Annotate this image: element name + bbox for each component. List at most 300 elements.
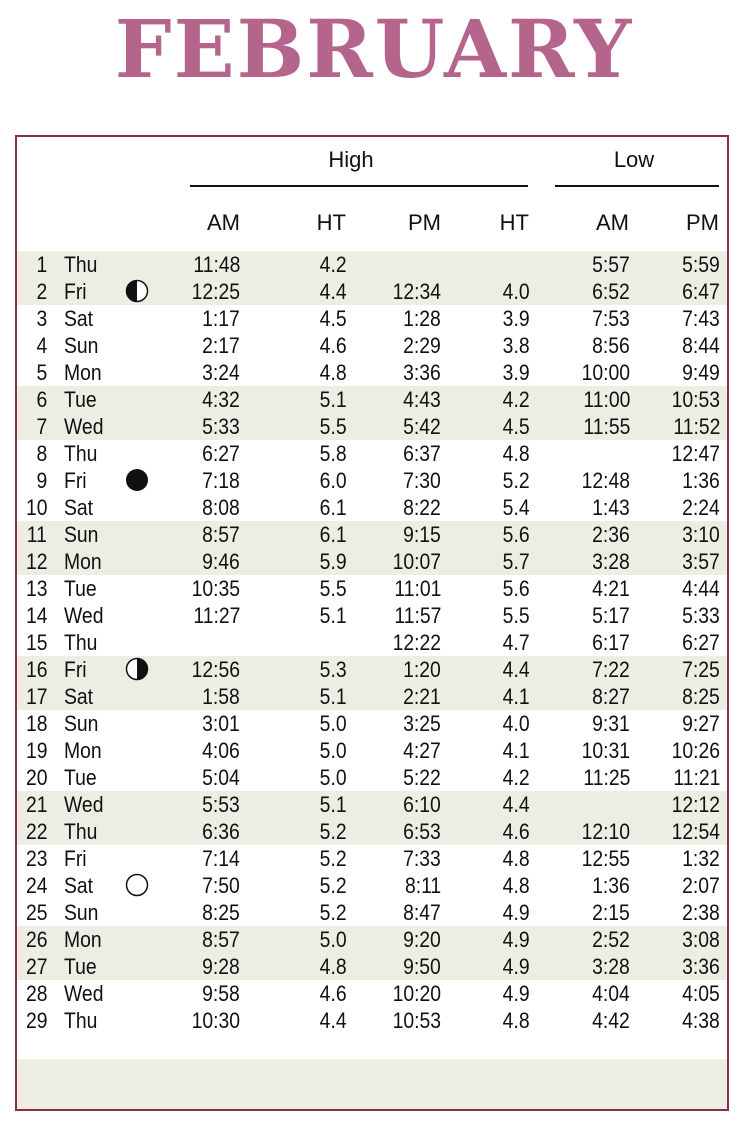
high-am-time	[150, 818, 240, 845]
day-number	[17, 737, 47, 764]
high-pm-time	[351, 440, 441, 467]
table-row	[17, 629, 727, 656]
high-pm-height-text: 5.6	[503, 576, 530, 601]
high-am-time-text: 10:35	[191, 576, 240, 601]
low-am-time	[540, 656, 630, 683]
day-number-text: 5	[36, 360, 47, 385]
day-number	[17, 980, 47, 1007]
day-number-text: 14	[25, 603, 47, 628]
day-number	[17, 629, 47, 656]
high-pm-height	[440, 575, 530, 602]
high-pm-height-text: 3.9	[503, 306, 530, 331]
high-am-height-text: 4.8	[320, 954, 347, 979]
table-row	[17, 413, 727, 440]
day-number	[17, 548, 47, 575]
low-pm-time-text: 4:38	[682, 1008, 720, 1033]
day-of-week-text: Fri	[64, 657, 87, 682]
low-am-time-text: 2:15	[592, 900, 630, 925]
day-number-text: 9	[36, 468, 47, 493]
low-pm-time-text: 2:38	[682, 900, 720, 925]
low-pm-time-text: 1:32	[682, 846, 720, 871]
high-am-time	[150, 872, 240, 899]
table-row	[17, 656, 727, 683]
day-of-week-text: Wed	[64, 414, 104, 439]
high-pm-height	[440, 953, 530, 980]
high-am-time-text: 8:57	[202, 522, 240, 547]
high-am-time	[150, 413, 240, 440]
day-number-text: 15	[25, 630, 47, 655]
day-number	[17, 413, 47, 440]
high-am-height	[257, 413, 347, 440]
day-of-week-text: Wed	[64, 981, 104, 1006]
high-pm-time	[351, 791, 441, 818]
low-pm-time	[630, 440, 720, 467]
high-pm-height	[440, 548, 530, 575]
high-pm-time-text: 8:47	[403, 900, 441, 925]
col-header-high-pm-ht: HT	[499, 210, 529, 235]
high-pm-time-text: 1:28	[403, 306, 441, 331]
table-row	[17, 494, 727, 521]
high-pm-time	[351, 359, 441, 386]
high-pm-time-text: 7:30	[403, 468, 441, 493]
high-pm-time	[351, 818, 441, 845]
col-header-high-ht: HT	[316, 210, 346, 235]
high-pm-time-text: 4:43	[403, 387, 441, 412]
day-of-week	[64, 845, 90, 872]
high-am-height-text: 5.3	[320, 657, 347, 682]
high-am-time	[150, 386, 240, 413]
high-pm-height-text: 3.9	[503, 360, 530, 385]
low-pm-time	[630, 1007, 720, 1034]
low-pm-time	[630, 926, 720, 953]
high-am-height	[257, 926, 347, 953]
high-pm-time-text: 6:53	[403, 819, 441, 844]
high-pm-time	[351, 1007, 441, 1034]
high-pm-height-text: 4.9	[503, 900, 530, 925]
low-pm-time	[630, 764, 720, 791]
high-am-height	[257, 764, 347, 791]
high-am-time	[150, 926, 240, 953]
high-am-time	[150, 440, 240, 467]
high-pm-time-text: 7:33	[403, 846, 441, 871]
low-pm-time-text: 6:47	[682, 279, 720, 304]
high-am-time	[150, 602, 240, 629]
low-pm-time-text: 10:53	[671, 387, 720, 412]
low-am-time-text: 7:22	[592, 657, 630, 682]
high-am-time-text: 6:36	[202, 819, 240, 844]
low-pm-time	[630, 899, 720, 926]
low-am-time-text: 6:17	[592, 630, 630, 655]
day-of-week-text: Wed	[64, 792, 104, 817]
low-pm-time	[630, 953, 720, 980]
low-am-time	[540, 440, 630, 467]
day-of-week	[64, 737, 107, 764]
low-pm-time-text: 4:05	[682, 981, 720, 1006]
day-of-week-text: Sun	[64, 522, 99, 547]
high-pm-height	[440, 629, 530, 656]
low-am-time-text: 6:52	[592, 279, 630, 304]
high-pm-time-text: 1:20	[403, 657, 441, 682]
table-row	[17, 602, 727, 629]
high-am-time	[150, 899, 240, 926]
day-number	[17, 899, 47, 926]
high-am-height-text: 4.5	[320, 306, 347, 331]
high-am-height	[257, 683, 347, 710]
high-am-time	[150, 764, 240, 791]
high-pm-time-text: 5:42	[403, 414, 441, 439]
table-row	[17, 332, 727, 359]
day-number	[17, 818, 47, 845]
table-row	[17, 818, 727, 845]
low-pm-time-text: 7:25	[682, 657, 720, 682]
high-pm-height-text: 4.9	[503, 954, 530, 979]
high-pm-height-text: 4.0	[503, 711, 530, 736]
high-pm-height	[440, 926, 530, 953]
day-number	[17, 575, 47, 602]
day-number-text: 6	[36, 387, 47, 412]
day-of-week-text: Thu	[64, 630, 98, 655]
high-am-height	[257, 872, 347, 899]
high-pm-height-text: 4.8	[503, 1008, 530, 1033]
high-pm-time	[351, 602, 441, 629]
high-pm-time	[351, 710, 441, 737]
high-am-height	[257, 629, 347, 656]
table-row	[17, 467, 727, 494]
day-number-text: 19	[25, 738, 47, 763]
high-am-time	[150, 359, 240, 386]
high-am-height-text: 6.0	[320, 468, 347, 493]
day-number-text: 1	[36, 252, 47, 277]
day-of-week	[64, 467, 90, 494]
high-pm-height-text: 5.6	[503, 522, 530, 547]
low-pm-time	[630, 683, 720, 710]
high-pm-time	[351, 494, 441, 521]
high-am-height-text: 4.4	[320, 1008, 347, 1033]
day-of-week-text: Mon	[64, 738, 102, 763]
high-pm-time-text: 5:22	[403, 765, 441, 790]
day-number-text: 10	[25, 495, 47, 520]
high-am-time-text: 5:33	[202, 414, 240, 439]
high-am-time	[150, 332, 240, 359]
day-of-week	[64, 278, 90, 305]
high-pm-time	[351, 548, 441, 575]
high-pm-time-text: 11:57	[393, 603, 441, 628]
low-am-time	[540, 413, 630, 440]
low-am-time	[540, 710, 630, 737]
day-of-week-text: Mon	[64, 549, 102, 574]
day-number-text: 29	[25, 1008, 47, 1033]
table-row	[17, 386, 727, 413]
low-pm-time-text: 6:27	[682, 630, 720, 655]
low-pm-time-text: 8:44	[682, 333, 720, 358]
low-pm-time-text: 3:08	[682, 927, 720, 952]
high-am-height-text: 4.4	[320, 279, 347, 304]
high-pm-time-text: 10:07	[392, 549, 441, 574]
high-pm-time	[351, 251, 441, 278]
low-am-time	[540, 818, 630, 845]
low-am-time	[540, 899, 630, 926]
high-am-height	[257, 845, 347, 872]
high-pm-height	[440, 845, 530, 872]
low-group-rule	[555, 185, 719, 187]
high-pm-height-text: 4.8	[503, 441, 530, 466]
low-pm-time-text: 5:33	[682, 603, 720, 628]
low-am-time	[540, 305, 630, 332]
low-pm-time	[630, 575, 720, 602]
low-am-time-text: 8:56	[592, 333, 630, 358]
high-pm-height	[440, 332, 530, 359]
low-am-time	[540, 845, 630, 872]
high-pm-time	[351, 467, 441, 494]
day-of-week	[64, 710, 103, 737]
low-am-time-text: 11:00	[582, 387, 630, 412]
low-pm-time	[630, 386, 720, 413]
low-pm-time	[630, 278, 720, 305]
day-number	[17, 764, 47, 791]
day-number	[17, 494, 47, 521]
table-row	[17, 548, 727, 575]
low-pm-time	[630, 413, 720, 440]
day-number-text: 24	[25, 873, 47, 898]
high-pm-time	[351, 521, 441, 548]
high-am-height-text: 4.6	[320, 981, 347, 1006]
table-row	[17, 899, 727, 926]
high-am-time	[150, 575, 240, 602]
table-row	[17, 278, 727, 305]
col-header-high-pm: PM	[408, 210, 441, 235]
low-am-time	[540, 1007, 630, 1034]
high-am-height	[257, 386, 347, 413]
day-of-week	[64, 251, 102, 278]
high-pm-height	[440, 818, 530, 845]
low-am-time	[540, 764, 630, 791]
table-row	[17, 683, 727, 710]
high-pm-height-text: 4.1	[503, 738, 530, 763]
day-number	[17, 926, 47, 953]
low-am-time-text: 1:43	[592, 495, 630, 520]
high-pm-time	[351, 980, 441, 1007]
table-row	[17, 926, 727, 953]
high-pm-height-text: 5.5	[503, 603, 530, 628]
high-am-time	[150, 683, 240, 710]
low-pm-time	[630, 980, 720, 1007]
low-am-time	[540, 521, 630, 548]
high-am-height-text: 6.1	[320, 495, 347, 520]
day-of-week	[64, 548, 107, 575]
low-pm-time	[630, 467, 720, 494]
high-pm-time-text: 10:53	[392, 1008, 441, 1033]
high-am-height	[257, 710, 347, 737]
low-am-time-text: 5:57	[592, 252, 630, 277]
high-pm-time-text: 10:20	[392, 981, 441, 1006]
high-am-time-text: 9:46	[202, 549, 240, 574]
high-pm-time	[351, 683, 441, 710]
table-row	[17, 791, 727, 818]
low-am-time-text: 3:28	[592, 954, 630, 979]
day-of-week	[64, 872, 97, 899]
high-pm-height-text: 4.2	[503, 387, 530, 412]
day-number-text: 11	[26, 522, 47, 547]
high-pm-height	[440, 440, 530, 467]
day-number-text: 18	[25, 711, 47, 736]
low-am-time	[540, 629, 630, 656]
high-am-height	[257, 494, 347, 521]
high-pm-height-text: 4.7	[503, 630, 530, 655]
high-am-height-text: 5.5	[320, 576, 347, 601]
day-number-text: 26	[25, 927, 47, 952]
low-pm-time-text: 11:21	[672, 765, 720, 790]
table-row	[17, 980, 727, 1007]
high-am-height-text: 5.1	[320, 684, 347, 709]
day-of-week-text: Sat	[64, 684, 94, 709]
high-pm-time	[351, 278, 441, 305]
high-am-time	[150, 629, 240, 656]
high-am-time-text: 4:06	[202, 738, 240, 763]
last-quarter-moon-icon	[125, 657, 149, 681]
high-pm-height	[440, 791, 530, 818]
day-of-week	[64, 629, 102, 656]
high-group-label: High	[328, 147, 374, 172]
low-am-time-text: 12:55	[581, 846, 630, 871]
low-pm-time	[630, 251, 720, 278]
high-am-time-text: 9:58	[202, 981, 240, 1006]
high-am-time-text: 11:27	[192, 603, 240, 628]
low-pm-time-text: 12:54	[671, 819, 720, 844]
high-am-height	[257, 548, 347, 575]
low-pm-time	[630, 791, 720, 818]
day-of-week-text: Fri	[64, 468, 87, 493]
low-pm-time-text: 2:07	[682, 873, 720, 898]
day-of-week-text: Thu	[64, 252, 98, 277]
table-row	[17, 872, 727, 899]
day-number	[17, 521, 47, 548]
low-pm-time	[630, 332, 720, 359]
day-of-week	[64, 359, 107, 386]
low-pm-time-text: 5:59	[682, 252, 720, 277]
day-number	[17, 278, 47, 305]
high-pm-time	[351, 845, 441, 872]
high-am-time-text: 8:57	[202, 927, 240, 952]
high-pm-time	[351, 332, 441, 359]
day-of-week-text: Fri	[64, 279, 87, 304]
day-of-week-text: Mon	[64, 927, 102, 952]
low-pm-time	[630, 737, 720, 764]
col-header-high-am: AM	[207, 210, 240, 235]
day-number	[17, 791, 47, 818]
high-pm-height	[440, 386, 530, 413]
tide-rows	[17, 251, 727, 1034]
high-pm-time	[351, 764, 441, 791]
low-pm-time	[630, 710, 720, 737]
day-number	[17, 467, 47, 494]
day-number	[17, 656, 47, 683]
low-pm-time-text: 1:36	[682, 468, 720, 493]
high-am-height	[257, 899, 347, 926]
high-am-height	[257, 521, 347, 548]
high-pm-height-text: 4.0	[503, 279, 530, 304]
day-number-text: 8	[36, 441, 47, 466]
low-pm-time-text: 12:12	[671, 792, 720, 817]
day-number-text: 16	[25, 657, 47, 682]
high-pm-time	[351, 737, 441, 764]
high-am-time	[150, 494, 240, 521]
day-of-week	[64, 332, 103, 359]
low-am-time-text: 2:52	[592, 927, 630, 952]
day-of-week-text: Thu	[64, 819, 98, 844]
high-pm-time	[351, 656, 441, 683]
high-pm-height	[440, 521, 530, 548]
high-am-height-text: 5.2	[320, 846, 347, 871]
high-pm-time	[351, 305, 441, 332]
high-pm-height	[440, 278, 530, 305]
low-pm-time	[630, 818, 720, 845]
high-am-time-text: 2:17	[202, 333, 240, 358]
high-am-time	[150, 980, 240, 1007]
high-pm-height	[440, 872, 530, 899]
high-pm-time-text: 2:21	[403, 684, 441, 709]
table-row	[17, 359, 727, 386]
full-moon-icon	[125, 873, 149, 897]
high-am-time	[150, 710, 240, 737]
high-pm-time-text: 8:11	[404, 873, 441, 898]
high-pm-height	[440, 737, 530, 764]
day-number-text: 13	[25, 576, 47, 601]
low-am-time-text: 11:25	[582, 765, 630, 790]
high-am-height	[257, 251, 347, 278]
day-of-week-text: Sun	[64, 711, 99, 736]
low-pm-time-text: 8:25	[682, 684, 720, 709]
table-row	[17, 764, 727, 791]
low-pm-time-text: 9:27	[682, 711, 720, 736]
low-am-time	[540, 467, 630, 494]
first-quarter-moon-icon	[125, 279, 149, 303]
high-am-time-text: 9:28	[202, 954, 240, 979]
day-of-week	[64, 926, 107, 953]
low-pm-time	[630, 494, 720, 521]
high-am-height	[257, 953, 347, 980]
high-pm-time	[351, 575, 441, 602]
high-pm-height-text: 4.8	[503, 846, 530, 871]
day-number-text: 25	[25, 900, 47, 925]
day-of-week-text: Thu	[64, 441, 98, 466]
high-am-height	[257, 305, 347, 332]
day-of-week-text: Sat	[64, 306, 94, 331]
high-pm-height	[440, 710, 530, 737]
day-of-week	[64, 764, 101, 791]
day-number	[17, 440, 47, 467]
high-pm-height-text: 4.6	[503, 819, 530, 844]
high-am-time-text: 8:25	[202, 900, 240, 925]
day-number	[17, 386, 47, 413]
high-am-time-text: 7:50	[202, 873, 240, 898]
high-am-time	[150, 305, 240, 332]
high-pm-height-text: 5.4	[503, 495, 530, 520]
day-number-text: 3	[36, 306, 47, 331]
high-am-time-text: 3:01	[202, 711, 240, 736]
low-am-time-text: 12:10	[581, 819, 630, 844]
day-of-week-text: Tue	[64, 387, 97, 412]
day-number	[17, 359, 47, 386]
table-row	[17, 521, 727, 548]
high-pm-time-text: 6:10	[403, 792, 441, 817]
day-of-week	[64, 953, 101, 980]
day-of-week-text: Wed	[64, 603, 104, 628]
table-row	[17, 251, 727, 278]
high-am-height	[257, 656, 347, 683]
low-pm-time	[630, 602, 720, 629]
month-title: FEBRUARY	[114, 2, 634, 96]
high-pm-height	[440, 494, 530, 521]
